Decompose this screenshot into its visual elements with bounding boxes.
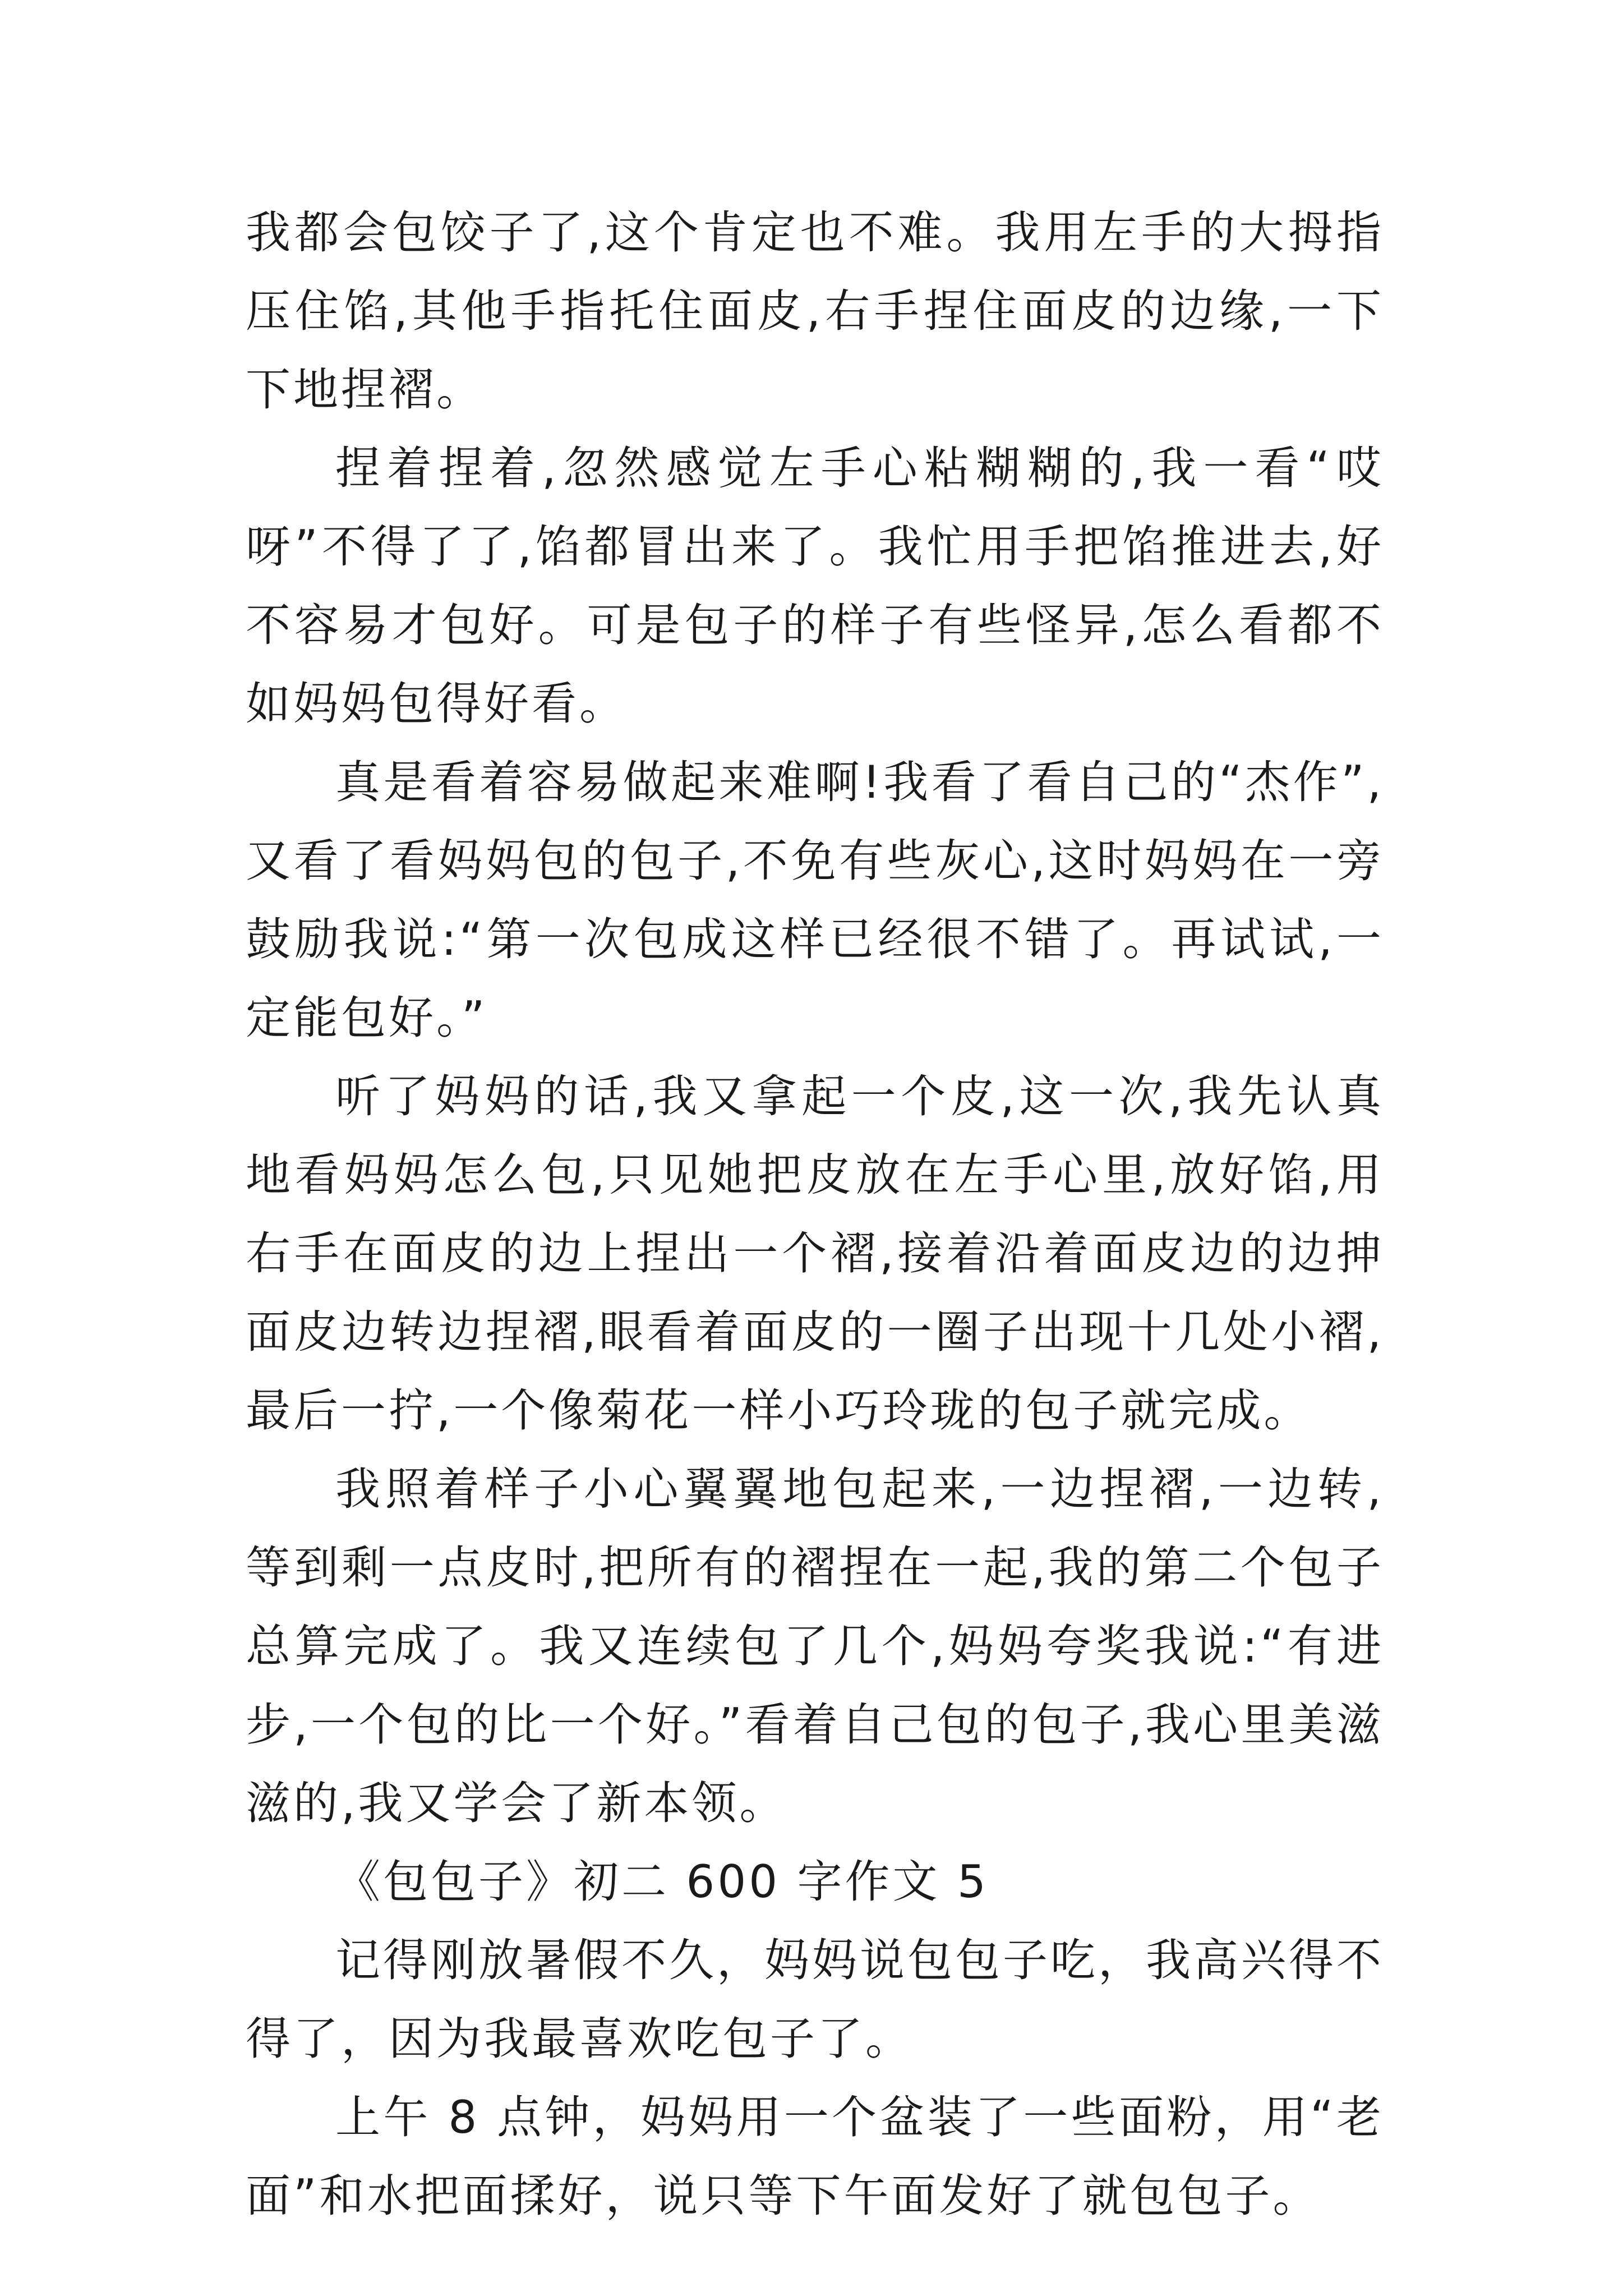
paragraph: 捏着捏着,忽然感觉左手心粘糊糊的,我一看“哎呀”不得了了,馅都冒出来了。我忙用手把馅推进去,好不容易才包好。可是包子的样子有些怪异,怎么看都不如妈妈包得好看。 [246, 442, 1384, 730]
paragraph: 上午 8 点钟，妈妈用一个盆装了一些面粉，用“老面”和水把面揉好，说只等下午面发好了就包包子。 [246, 2091, 1384, 2222]
paragraph: 记得刚放暑假不久，妈妈说包包子吃，我高兴得不得了，因为我最喜欢吃包子了。 [246, 1934, 1384, 2065]
paragraph: 我照着样子小心翼翼地包起来,一边捏褶,一边转,等到剩一点皮时,把所有的褶捏在一起,我的第二个包子总算完成了。我又连续包了几个,妈妈夸奖我说:“有进步,一个包的比一个好。”看着自己包的包子,我心里美滋滋的,我又学会了新本领。 [246, 1463, 1384, 1829]
document-body [246, 194, 1384, 2235]
section-title: 《包包子》初二 600 字作文 5 [335, 1856, 989, 1908]
paragraph: 我都会包饺子了,这个肯定也不难。我用左手的大拇指压住馅,其他手指托住面皮,右手捏住面皮的边缘,一下下地捏褶。 [246, 206, 1384, 416]
paragraph: 真是看着容易做起来难啊!我看了看自己的“杰作”,又看了看妈妈包的包子,不免有些灰心,这时妈妈在一旁鼓励我说:“第一次包成这样已经很不错了。再试试,一定能包好。” [246, 756, 1384, 1044]
paragraph: 听了妈妈的话,我又拿起一个皮,这一次,我先认真地看妈妈怎么包,只见她把皮放在左手心里,放好馅,用右手在面皮的边上捏出一个褶,接着沿着面皮边的边抻面皮边转边捏褶,眼看着面皮的一圈子出现十几处小褶,最后一拧,一个像菊花一样小巧玲珑的包子就完成。 [246, 1070, 1384, 1437]
